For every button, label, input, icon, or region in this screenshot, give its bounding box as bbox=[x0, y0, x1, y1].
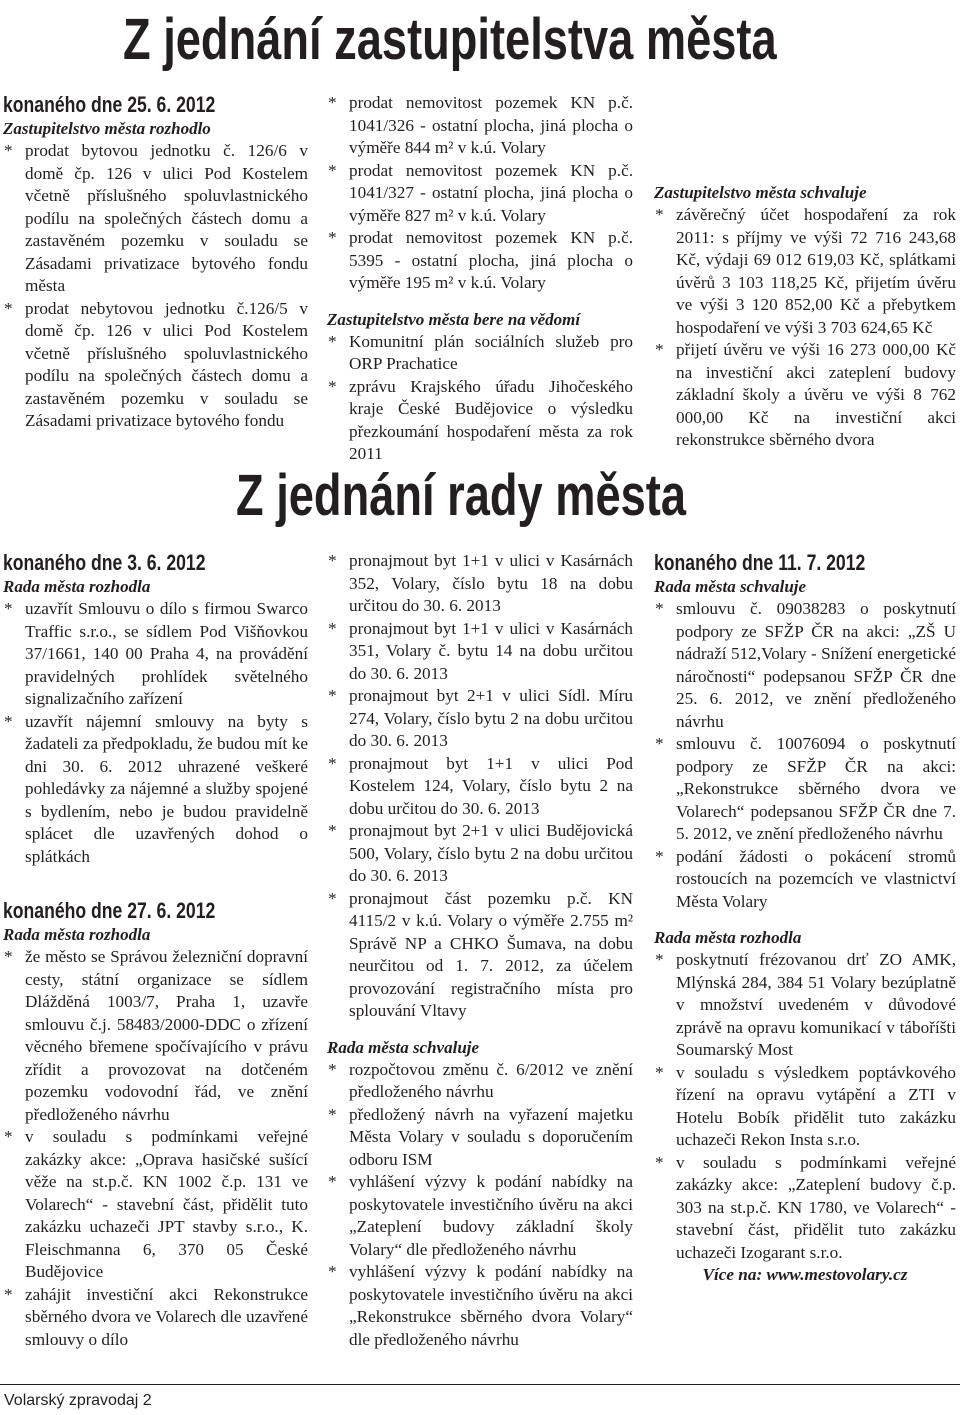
list-item: * prodat nebytovou jednotku č.126/5 v domě čp. 126 v ulici Pod Kostelem včetně příslušného spoluvlastnického podílu na společných částech domu a zastavěném pozemku v souladu se Zásadami privatizace bytového fondu bbox=[3, 298, 308, 433]
section-heading: Zastupitelstvo města schvaluje bbox=[654, 183, 867, 202]
rada-col-1 bbox=[3, 550, 308, 1351]
meeting-date: konaného dne 25. 6. 2012 bbox=[3, 92, 216, 117]
list-item: * pronajmout byt 1+1 v ulici v Kasárnách 351, Volary č. bytu 14 na dobu určitou do 30. 6. 2013 bbox=[327, 618, 633, 686]
section-heading: Zastupitelstvo města rozhodlo bbox=[3, 119, 211, 138]
list-item: * pronajmout byt 2+1 v ulici Budějovická 500, Volary, číslo bytu 2 na dobu určitou do 30. 6. 2013 bbox=[327, 820, 633, 888]
footer-text: Volarský zpravodaj 2 bbox=[4, 1392, 152, 1409]
zastupitelstvo-col-3 bbox=[654, 182, 956, 452]
list-item: * v souladu s výsledkem poptávkového řízení na opravu vytápění a ZTI v Hotelu Bobík přidělit tuto zakázku uchazeči Rekon Insta s.r.o. bbox=[654, 1062, 956, 1152]
section-heading: Rada města rozhodla bbox=[3, 925, 151, 944]
list-item: * rozpočtovou změnu č. 6/2012 ve znění předloženého návrhu bbox=[327, 1059, 633, 1104]
list-item: * závěrečný účet hospodaření za rok 2011: s příjmy ve výši 72 716 243,68 Kč, výdaji 69 012 619,03 Kč, splátkami úvěrů 3 103 118,25 Kč, přijetím úvěru ve výši 3 120 852,00 Kč a přebytkem hospodaření ve výši 3 703 624,65 Kč bbox=[654, 204, 956, 339]
list-item: * prodat nemovitost pozemek KN p.č. 1041/327 - ostatní plocha, jiná plocha o výměře 827 m² v k.ú. Volary bbox=[327, 160, 633, 228]
decision-list bbox=[327, 331, 633, 466]
list-item: * pronajmout byt 1+1 v ulici v Kasárnách 352, Volary, číslo bytu 18 na dobu určitou do 30. 6. 2013 bbox=[327, 550, 633, 618]
meeting-date: konaného dne 27. 6. 2012 bbox=[3, 898, 216, 923]
section-heading: Rada města rozhodla bbox=[654, 928, 802, 947]
section-heading: Rada města schvaluje bbox=[327, 1037, 480, 1057]
decision-list bbox=[3, 946, 308, 1351]
decision-list bbox=[3, 140, 308, 433]
list-item: * vyhlášení výzvy k podání nabídky na poskytovatele investičního úvěru na akci „Zateplení budovy základní školy Volary“ dle předloženého návrhu bbox=[327, 1171, 633, 1261]
list-item: * vyhlášení výzvy k podání nabídky na poskytovatele investičního úvěru na akci „Rekonstrukce sběrného dvora Volary“ dle předloženého návrhu bbox=[327, 1261, 633, 1351]
decision-list bbox=[327, 1059, 633, 1352]
list-item: * prodat nemovitost pozemek KN p.č. 5395 - ostatní plocha, jiná plocha o výměře 195 m² v k.ú. Volary bbox=[327, 227, 633, 295]
decision-list bbox=[654, 949, 956, 1264]
zastupitelstvo-col-1 bbox=[3, 92, 308, 433]
meeting-date: konaného dne 3. 6. 2012 bbox=[3, 550, 206, 575]
page-title-rada: Z jednání rady města bbox=[236, 463, 687, 528]
list-item: * pronajmout část pozemku p.č. KN 4115/2 v k.ú. Volary o výměře 2.755 m² Správě NP a CHKO Šumava, na dobu neurčitou od 1. 7. 2012, za účelem provozování registračního místa pro splouvání Vltavy bbox=[327, 888, 633, 1023]
footer-divider bbox=[0, 1384, 960, 1385]
list-item: * přijetí úvěru ve výši 16 273 000,00 Kč na investiční akci zateplení budovy základní školy a úvěru ve výši 8 762 000,00 Kč na investiční akci rekonstrukce sběrného dvora bbox=[654, 339, 956, 452]
list-item: * uzavřít Smlouvu o dílo s firmou Swarco Traffic s.r.o., se sídlem Pod Višňovkou 37/1661, 140 00 Praha 4, na provádění pravidelných prohlídek světelného signalizačního zařízení bbox=[3, 598, 308, 711]
section-heading: Rada města rozhodla bbox=[3, 577, 151, 596]
section-heading: Rada města schvaluje bbox=[654, 577, 807, 596]
zastupitelstvo-col-2 bbox=[327, 92, 633, 466]
list-item: * podání žádosti o pokácení stromů rostoucích na pozemcích ve vlastnictví Města Volary bbox=[654, 846, 956, 914]
rada-col-2 bbox=[327, 550, 633, 1351]
decision-list bbox=[654, 598, 956, 913]
list-item: * zahájit investiční akci Rekonstrukce sběrného dvora ve Volarech dle uzavřené smlouvy o dílo bbox=[3, 1284, 308, 1352]
decision-list bbox=[654, 204, 956, 452]
more-info-link[interactable]: Více na: www.mestovolary.cz bbox=[702, 1265, 908, 1284]
list-item: * prodat bytovou jednotku č. 126/6 v domě čp. 126 v ulici Pod Kostelem včetně příslušného spoluvlastnického podílu na společných částech domu a zastavěném pozemku v souladu se Zásadami privatizace bytového fondu města bbox=[3, 140, 308, 298]
meeting-date: konaného dne 11. 7. 2012 bbox=[654, 550, 866, 575]
list-item: * v souladu s podmínkami veřejné zakázky akce: „Zateplení budovy č.p. 303 na st.p.č. KN 1780, ve Volarech“ - stavební část, přidělit tuto zakázku uchazeči Izogarant s.r.o. bbox=[654, 1152, 956, 1265]
list-item: * pronajmout byt 1+1 v ulici Pod Kostelem 124, Volary, číslo bytu 2 na dobu určitou do 30. 6. 2013 bbox=[327, 753, 633, 821]
decision-list bbox=[3, 598, 308, 868]
list-item: * prodat nemovitost pozemek KN p.č. 1041/326 - ostatní plocha, jiná plocha o výměře 844 m² v k.ú. Volary bbox=[327, 92, 633, 160]
list-item: * že město se Správou železniční dopravní cesty, státní organizace se sídlem Dlážděná 1003/7, Praha 1, uzavře smlouvu č.j. 58483/2000-DDC o zřízení věcného břemene spočívajícího v právu zřídit a provozovat na dotčeném pozemku vodovodní řád, ve znění předloženého návrhu bbox=[3, 946, 308, 1126]
list-item: * poskytnutí frézovanou drť ZO AMK, Mlýnská 284, 384 51 Volary bezúplatně v množství uvedeném v důvodové zprávě na opravu komunikací v táboříšti Soumarský Most bbox=[654, 949, 956, 1062]
list-item: * Komunitní plán sociálních služeb pro ORP Prachatice bbox=[327, 331, 633, 376]
list-item: * v souladu s podmínkami veřejné zakázky akce: „Oprava hasičské sušící věže na st.p.č. KN 1002 č.p. 131 ve Volarech“ - stavební část, přidělit tuto zakázku uchazeči JPT stavby s.r.o., K. Fleischmanna 6, 370 05 České Budějovice bbox=[3, 1126, 308, 1284]
decision-list bbox=[327, 550, 633, 1023]
section-heading: Zastupitelstvo města bere na vědomí bbox=[327, 309, 581, 329]
list-item: * uzavřít nájemní smlouvy na byty s žadateli za předpokladu, že budou mít ke dni 30. 6. 2012 uhrazené veškeré pohledávky za nájemné a služby spojené s bydlením, nebo je budou pravidelně splácet dle uzavřených dohod o splátkách bbox=[3, 711, 308, 869]
list-item: * zprávu Krajského úřadu Jihočeského kraje České Budějovice o výsledku přezkoumání hospodaření města za rok 2011 bbox=[327, 376, 633, 466]
decision-list bbox=[327, 92, 633, 295]
list-item: * smlouvu č. 09038283 o poskytnutí podpory ze SFŽP ČR na akci: „ZŠ U nádraží 512,Volary - Snížení energetické náročnosti“ podepsanou SFŽP ČR dne 25. 6. 2012, ve znění předloženého návrhu bbox=[654, 598, 956, 733]
rada-col-3 bbox=[654, 550, 956, 1287]
list-item: * předložený návrh na vyřazení majetku Města Volary v souladu s doporučením odboru ISM bbox=[327, 1104, 633, 1172]
page-title-zastupitelstvo: Z jednání zastupitelstva města bbox=[123, 7, 777, 72]
list-item: * pronajmout byt 2+1 v ulici Sídl. Míru 274, Volary, číslo bytu 2 na dobu určitou do 30. 6. 2013 bbox=[327, 685, 633, 753]
list-item: * smlouvu č. 10076094 o poskytnutí podpory ze SFŽP ČR na akci: „Rekonstrukce sběrného dvora ve Volarech“ podepsanou SFŽP ČR dne 7. 5. 2012, ve znění předloženého návrhu bbox=[654, 733, 956, 846]
